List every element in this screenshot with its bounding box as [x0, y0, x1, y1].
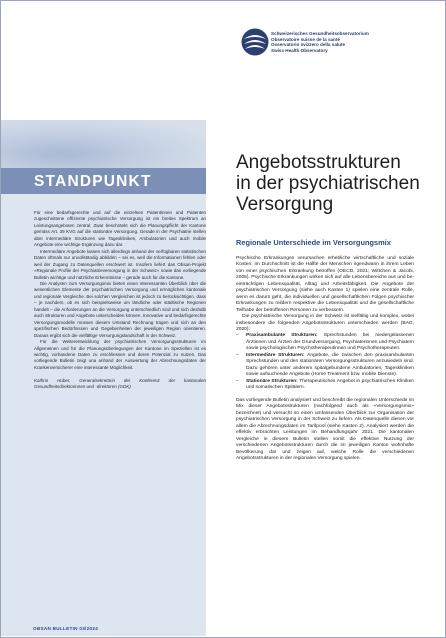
standpunkt-label: STANDPUNKT	[34, 173, 152, 190]
standpunkt-paragraph: Für eine bedarfsgerechte und auf die einzelnen Patientinnen und Patienten zugeschnittene effiziente psychiatrische Versorgung ist ein breites Spektrum an Leistungsangeboten zentral. Zwar beschränkt sich die Planungspflicht der Kantone gemäss Art. 39 KVG auf die stationäre Versorgung. Gerade in der Psychiatrie stellen aber intermediäre Strukturen wie Tageskliniken, Ambulatorien und auch mobile Angebote eine wichtige Ergänzung dazu dar.	[34, 210, 206, 248]
footer-label: OBSAN BULLETIN 03/2024	[33, 626, 99, 631]
logo-line-de: Schweizerisches Gesundheitsobservatorium	[271, 31, 369, 36]
logo-text	[271, 31, 369, 54]
list-item-text: Angebote, die zwischen den praxisambulanten Sprechstunden und den stationären Versorgungsstrukturen anzusiedeln sind. Dazu gehören unter anderem spitalgebundene Ambulatorien, Tageskliniken sowie aufsuchende Angebote (Home Treatment bzw. mobile Dienste).	[246, 352, 414, 378]
header-photo	[1, 120, 206, 168]
footer-band	[1, 616, 206, 636]
standpunkt-paragraph: Für die Weiterentwicklung der psychiatrischen Versorgungsstrukturen im Allgemeinen und für die Planungsüberlegungen der Kantone im Speziellen ist es wichtig, vorhandene Daten zu erschliessen und deren Potenzial zu nutzen. Das vorliegende Bulletin zeigt una anhand der Auswertung der Abrechnungsdaten der Krankenversicherer eine interessante Möglichkeit.	[34, 339, 206, 370]
standpunkt-text	[34, 210, 206, 391]
list-item-head: Stationäre Strukturen:	[246, 378, 298, 384]
list-item	[236, 333, 414, 352]
logo-line-en: Swiss Health Observatory	[271, 48, 328, 54]
list-item-text: Therapeutisches Angebot in psychiatrischen Kliniken und somatischen Spitälern.	[246, 378, 415, 391]
list-item	[236, 379, 414, 392]
logo-line-fr: Observatoire suisse de la santé	[271, 36, 340, 42]
section-subtitle: Regionale Unterschiede im Versorgungsmix	[236, 238, 391, 247]
list-item-head: Praxisambulante Strukturen:	[246, 333, 318, 339]
article-body	[236, 256, 414, 463]
standpunkt-paragraph: Die Analysen zum Versorgungsmix bieten einen interessanten Überblick über die wesentlichen Elemente der psychiatrischen Versorgung und ermöglichen kantonale und regionale Vergleiche. Bei solchen Vergleichen ist jedoch zu berücksichtigen, dass – je nachdem, ob es sich beispielsweise um ländliche oder städtische Regionen handelt – die Anforderungen an die Versorgung unterschiedlich sind und sich deshalb auch Strukturen und Angebote unterscheiden können. Innovative und bedarfsgerechte Versorgungsmodelle müssen diesem Umstand Rechnung tragen und sich an den spezifischen Bedürfnissen und Gegebenheiten der jeweiligen Region orientieren. Daraus ergibt sich die vielfältige Versorgungslandschaft in der Schweiz.	[34, 280, 206, 338]
article-paragraph: Das vorliegende Bulletin analysiert und beschreibt die regionalen Unterschiede im Mix dieser Angebotsstrukturen (nachfolgend auch als «Versorgungsmix» bezeichnet) und versucht so einen umfassenden Überblick zur Organisation der psychiatrischen Versorgung in der Schweiz zu liefern. Als Datenquelle dienen vor allem die Abrechnungsdaten im Tarifpool (siehe Kasten 2). Analysiert werden die effektiv erbrachten Leistungen im Behandlungsjahr 2021. Die kantonalen Vergleiche in diesem Bulletin stellen somit die effektive Nutzung der verschiedenen Angebotsstrukturen durch die im jeweiligen Kanton wohnhafte Bevölkerung dar und zeigen auf, welche Rolle die verschiedenen Angebotsstrukturen in der regionalen Versorgung spielen.	[236, 398, 414, 462]
standpunkt-signature: Kathrin Huber, Generalsekretärin der Konferenz der kantonalen Gesundheitsdirektorinnen und -direktoren (GDK)	[34, 377, 206, 390]
obsan-logo-icon	[240, 27, 270, 62]
structure-list	[236, 333, 414, 391]
article-paragraph: Die psychiatrische Versorgung in der Schweiz ist vielfältig und komplex, wobei insbesondere die folgenden Angebotsstrukturen unterschieden werden (BAG, 2020):	[236, 314, 414, 332]
article-paragraph: Psychische Erkrankungen verursachen erhebliche wirtschaftliche und soziale Kosten. Im Durchschnitt ist die Hälfte der Menschen irgendwann in ihrem Leben von einer psychischen Erkrankung betroffen (OECD, 2021; Wittchen & Jacobi, 2005). Psychische Erkrankungen wirken sich auf alle Lebensbereiche aus und beeinträchtigen Lebensqualität, Alltag und Arbeitsfähigkeit. Die Angebote der psychiatrischen Versorgung (siehe auch Kasten 1) spielen eine zentrale Rolle, wenn es darum geht, die individuellen und gesellschaftlichen Folgen psychischer Erkrankungen zu mildern respektive die Lebensqualität und die gesellschaftliche Teilhabe der betroffenen Personen zu verbessern.	[236, 256, 414, 313]
list-item	[236, 353, 414, 379]
standpunkt-column	[1, 120, 206, 616]
standpunkt-paragraph: Intermediäre Angebote lassen sich allerdings anhand der verfügbaren statistischen Daten oftmals nur unvollständig abbilden – sei es, weil die Informationen fehlen oder weil der Zugang zu Datenquellen erschwert ist. Insofern liefert das Obsan-Projekt «Regionale Profile der Psychiatrieversorgung in der Schweiz» sowie das vorliegende Bulletin wichtige und nützliche Erkenntnisse – gerade auch für die Kantone.	[34, 248, 206, 280]
title-line: Versorgung	[236, 194, 334, 215]
title-line: Angebotsstrukturen	[236, 152, 401, 173]
logo-line-it: Osservatorio svizzero della salute	[271, 42, 346, 48]
title-line: in der psychiatrischen	[236, 173, 420, 194]
page-title	[236, 152, 420, 215]
list-item-text: Sprechstunden bei niedergelassenen Ärztinnen und Ärzten der Grundversorgung, Psychiaterinnen und Psychiatern sowie psychologischen Psychotherapeutinnen und Psychotherapeuten.	[246, 333, 415, 352]
list-item-head: Intermediäre Strukturen:	[246, 352, 305, 358]
